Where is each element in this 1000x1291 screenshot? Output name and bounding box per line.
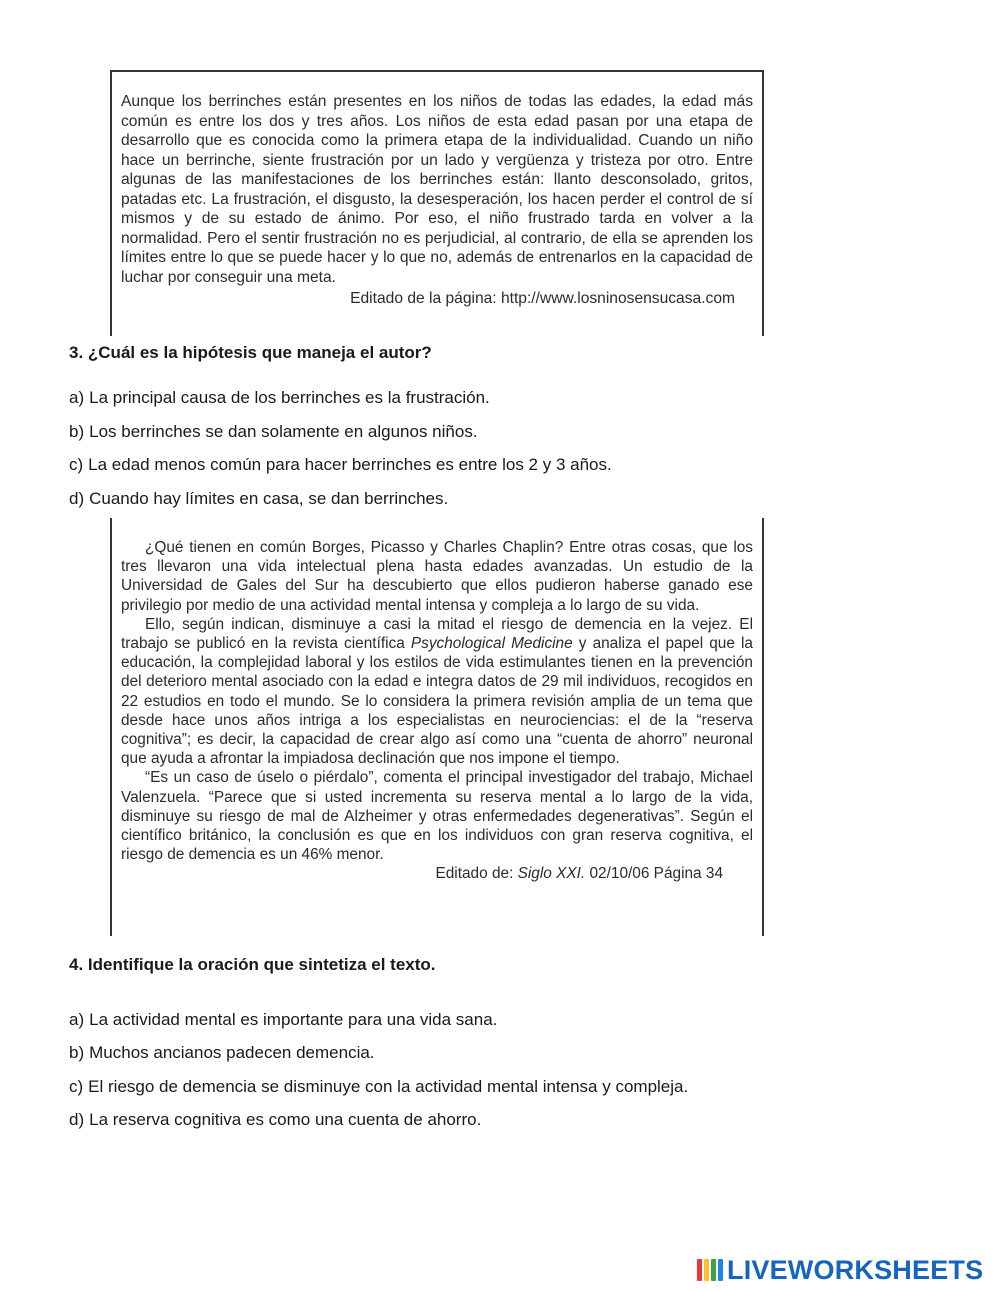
option-letter: c) [69, 1077, 84, 1096]
question-4-title: 4. Identifique la oración que sintetiza el texto. [69, 955, 436, 974]
question-4-option-d[interactable] [69, 1110, 481, 1130]
liveworksheets-logo-text: LIVEWORKSHEETS [727, 1254, 984, 1285]
option-letter: c) [69, 455, 84, 474]
question-3-title: 3. ¿Cuál es la hipótesis que maneja el autor? [69, 343, 432, 362]
passage-source: Editado de la página: http://www.losninosensucasa.com [350, 290, 735, 307]
question-3-option-b[interactable] [69, 422, 478, 442]
option-text: El riesgo de demencia se disminuye con la actividad mental intensa y compleja. [88, 1077, 689, 1096]
option-letter: d) [69, 1110, 85, 1129]
option-letter: d) [69, 489, 85, 508]
option-text: La reserva cognitiva es como una cuenta de ahorro. [89, 1110, 482, 1129]
passage-paragraph-1: ¿Qué tienen en común Borges, Picasso y Charles Chaplin? Entre otras cosas, que los tres llevaron una vida intelectual plena hasta edades avanzadas. Un estudio de la Universidad de Gales del Sur ha descubierto que ellos pudieron haberse ganado ese privilegio por medio de una actividad mental intensa y compleja a lo largo de su vida. [121, 539, 753, 614]
source-prefix: Editado de: [435, 865, 518, 883]
question-3-option-a[interactable] [69, 388, 490, 408]
source-name: Siglo XXI. [517, 865, 586, 883]
liveworksheets-logo-icon [697, 1259, 723, 1281]
option-text: Muchos ancianos padecen demencia. [89, 1043, 375, 1062]
journal-name: Psychological Medicine [410, 635, 573, 653]
option-letter: a) [69, 1010, 85, 1029]
paragraph-text: y analiza el papel que la educación, la complejidad laboral y los estilos de vida estimulantes tienen en la prevención del deterioro mental asociado con la edad e integra datos de 29 mil individuos, recogidos en 22 estudios en todo el mundo. Se lo considera la primera revisión amplia de un tema que desde hace unos años intriga a los especialistas en neurociencias: el de la “reserva cognitiva”; es decir, la capacidad de crear algo así como una “cuenta de ahorro” neuronal que ayuda a afrontar la impiadosa declinación que nos impone el tiempo. [121, 635, 753, 768]
passage-paragraph-3: “Es un caso de úselo o piérdalo”, comenta el principal investigador del trabajo, Michael Valenzuela. “Parece que si usted incrementa su reserva mental a lo largo de la vida, disminuye su riesgo de mal de Alzheimer y otras enfermedades degenerativas”. Según el científico británico, la conclusión es que en los individuos con gran reserva cognitiva, el riesgo de demencia es un 46% menor. [121, 769, 753, 864]
option-letter: b) [69, 422, 85, 441]
passage-paragraph: Aunque los berrinches están presentes en los niños de todas las edades, la edad más común es entre los dos y tres años. Los niños de esta edad pasan por una etapa de desarrollo que es conocida como la primera etapa de la individualidad. Cuando un niño hace un berrinche, siente frustración por un lado y vergüenza y tristeza por otro. Entre algunas de las manifestaciones de los berrinches están: llanto desconsolado, gritos, patadas etc. La frustración, el disgusto, la desesperación, los hacen perder el control de sí mismos y de su estado de ánimo. Por eso, el niño frustrado tarda en volver a la normalidad. Pero el sentir frustración no es perjudicial, al contrario, de ella se aprenden los límites entre lo que se puede hacer y lo que no, además de entrenarlos en la capacidad de luchar por conseguir una meta. [121, 93, 753, 286]
question-3-option-c[interactable] [69, 455, 612, 475]
option-text: Cuando hay límites en casa, se dan berrinches. [89, 489, 449, 508]
option-text: La edad menos común para hacer berrinches es entre los 2 y 3 años. [88, 455, 612, 474]
option-text: La actividad mental es importante para una vida sana. [89, 1010, 498, 1029]
question-4-option-c[interactable] [69, 1077, 688, 1097]
liveworksheets-logo[interactable] [697, 1255, 983, 1285]
passage-source [121, 864, 753, 883]
reading-passage-tantrums [110, 70, 764, 336]
question-4-option-a[interactable] [69, 1010, 497, 1030]
reading-passage-cognitive-reserve [110, 518, 764, 936]
option-text: Los berrinches se dan solamente en algunos niños. [89, 422, 478, 441]
paragraph-text: Ello, según indican, disminuye a casi la mitad el riesgo de demencia en la vejez. El trabajo se publicó en la revista científica [121, 615, 753, 653]
question-3-option-d[interactable] [69, 489, 448, 509]
source-suffix: 02/10/06 Página 34 [585, 865, 723, 883]
passage-paragraph-2 [121, 615, 753, 769]
option-letter: b) [69, 1043, 85, 1062]
option-letter: a) [69, 388, 85, 407]
question-4-option-b[interactable] [69, 1043, 375, 1063]
option-text: La principal causa de los berrinches es la frustración. [89, 388, 490, 407]
